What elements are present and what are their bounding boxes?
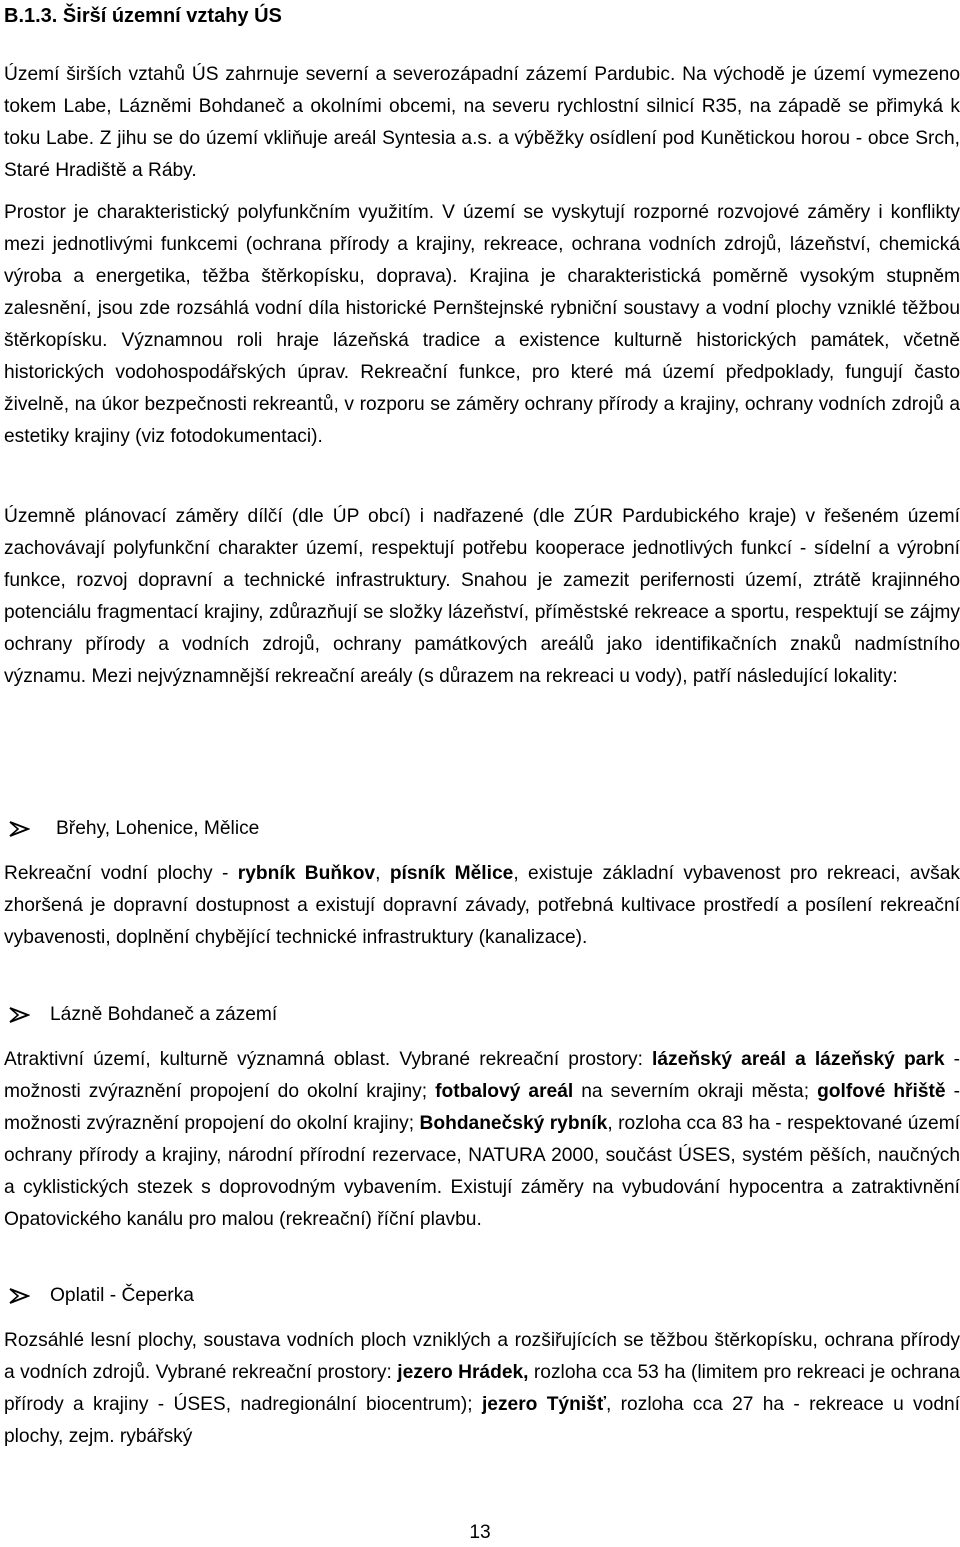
arrowhead-bullet-icon: [8, 1287, 30, 1305]
arrowhead-bullet-icon: [8, 1006, 30, 1024]
text-run: Rekreační vodní plochy -: [4, 863, 238, 884]
bullet-label: Břehy, Lohenice, Mělice: [56, 818, 260, 839]
text-run: - možnosti zvýraznění propojení do okolní krajiny;: [4, 1081, 960, 1134]
page-number: 13: [469, 1522, 491, 1543]
text-run: , rozloha cca 83 ha - respektované území ochrany přírody a krajiny, národní přírodní rezervace, NATURA 2000, součást ÚSES, systém pěších, naučných a cyklistických stezek s doprovodným vybavením. Existují záměry na vybudování hypocentra a zatraktivnění Opatovického kanálu pro malou (rekreační) říční plavbu.: [4, 1113, 960, 1230]
section-paragraph-oplatil: [4, 1325, 960, 1453]
section-paragraph-lazne-bohdanec: [4, 1044, 960, 1236]
paragraph-planning-intentions: Územně plánovací záměry dílčí (dle ÚP obcí) i nadřazené (dle ZÚR Pardubického kraje) v řešeném území zachovávají polyfunkční charakter území, respektují potřebu kooperace jednotlivých funkcí - sídelní a výrobní funkce, rozvoj dopravní a technické infrastruktury. Snahou je zamezit perifernosti území, ztrátě krajinného potenciálu fragmentací krajiny, zdůrazňují se složky lázeňství, příměstské rekreace a sportu, respektují se zájmy ochrany přírody a vodních zdrojů, ochrany památkových areálů jako identifikačních znaků nadmístního významu. Mezi nejvýznamnější rekreační areály (s důrazem na rekreaci u vody), patří následující lokality:: [4, 506, 960, 687]
text-run: na severním okraji města;: [573, 1081, 818, 1102]
bullet-item-brehy: [8, 815, 259, 843]
bold-term: Bohdanečský rybník: [419, 1113, 608, 1134]
paragraph-territory-description: Území širších vztahů ÚS zahrnuje severní a severozápadní zázemí Pardubic. Na východě je území vymezeno tokem Labe, Lázněmi Bohdaneč a okolními obcemi, na severu rychlostní silnicí R35, na západě se přimyká k toku Labe. Z jihu se do území vkliňuje areál Syntesia a.s. a výběžky osídlení pod Kunětickou horou - obce Srch, Staré Hradiště a Ráby.: [4, 64, 960, 181]
section-heading: B.1.3. Širší územní vztahy ÚS: [4, 5, 282, 27]
arrowhead-bullet-icon: [8, 820, 30, 838]
text-run: ,: [375, 863, 390, 884]
text-run: , existuje základní vybavenost pro rekreaci, avšak zhoršená je dopravní dostupnost a existují dopravní závady, potřebná kultivace prostředí a posílení rekreační vybavenosti, doplnění chybějící technické infrastruktury (kanalizace).: [4, 863, 960, 948]
bullet-label: Lázně Bohdaneč a zázemí: [50, 1004, 278, 1025]
bold-term: lázeňský areál a lázeňský park: [652, 1049, 945, 1070]
bold-term: jezero Hrádek,: [397, 1362, 529, 1383]
text-run: rozloha cca 53 ha (limitem pro rekreaci je ochrana přírody a krajiny - ÚSES, nadregionální biocentrum);: [4, 1362, 960, 1415]
bullet-item-lazne-bohdanec: [8, 1001, 277, 1029]
bold-term: golfové hřiště: [817, 1081, 946, 1102]
bold-term: písník Mělice: [389, 863, 514, 884]
paragraph-polyfunctional-use: Prostor je charakteristický polyfunkčním využitím. V území se vyskytují rozporné rozvojové záměry i konflikty mezi jednotlivými funkcemi (ochrana přírody a krajiny, rekreace, ochrana vodních zdrojů, lázeňství, chemická výroba a energetika, těžba štěrkopísku, doprava). Krajina je charakteristická poměrně vysokým stupněm zalesnění, jsou zde rozsáhlá vodní díla historické Pernštejnské rybniční soustavy a vodní plochy vzniklé těžbou štěrkopísku. Významnou roli hraje lázeňská tradice a existence kulturně historických památek, včetně historických vodohospodářských úprav. Rekreační funkce, pro které má území předpoklady, fungují často živelně, na úkor bezpečnosti rekreantů, v rozporu se záměry ochrany přírody a krajiny, ochrany vodních zdrojů a estetiky krajiny (viz fotodokumentaci).: [4, 202, 960, 447]
bold-term: jezero Týnišť: [481, 1394, 607, 1415]
text-run: Rozsáhlé lesní plochy, soustava vodních ploch vzniklých a rozšiřujících se těžbou štěrkopísku, ochrana přírody a vodních zdrojů. Vybrané rekreační prostory:: [4, 1330, 960, 1383]
text-run: , rozloha cca 27 ha - rekreace u vodní plochy, zejm. rybářský: [4, 1394, 960, 1447]
section-paragraph-brehy: [4, 858, 960, 954]
text-run: - možnosti zvýraznění propojení do okolní krajiny;: [4, 1049, 960, 1102]
bullet-label: Oplatil - Čeperka: [50, 1285, 194, 1306]
text-run: Atraktivní území, kulturně významná oblast. Vybrané rekreační prostory:: [4, 1049, 653, 1070]
bullet-item-oplatil: [8, 1282, 194, 1310]
bold-term: fotbalový areál: [435, 1081, 574, 1102]
bold-term: rybník Buňkov: [237, 863, 376, 884]
